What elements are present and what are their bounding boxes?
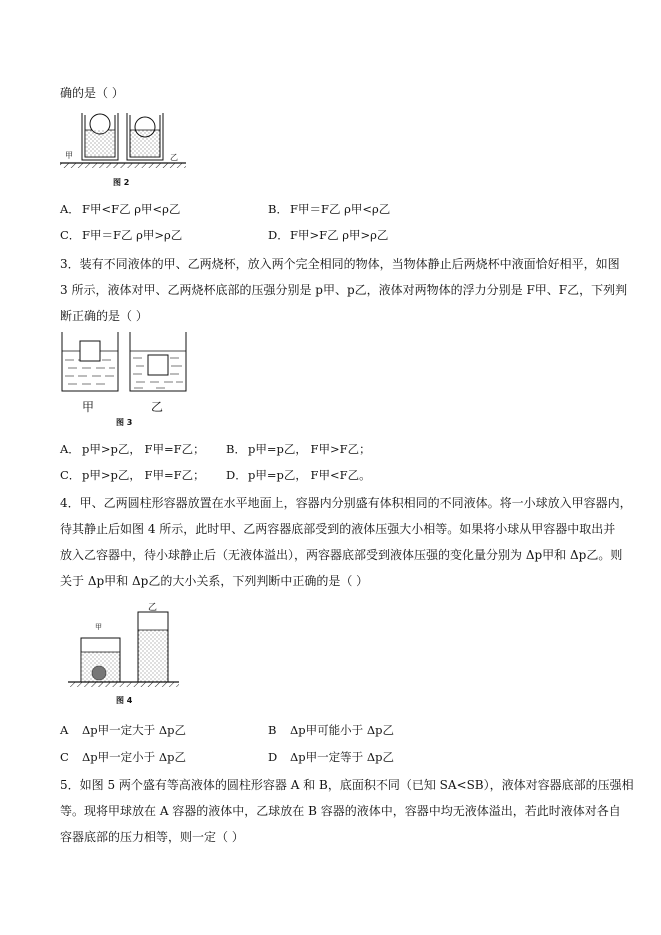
q3-option-b: B． p甲=p乙， F甲>F乙；	[226, 442, 371, 456]
fig3-label-left: 甲	[82, 400, 95, 414]
q3-line-2: 3 所示，液体对甲、乙两烧杯底部的压强分别是 p甲、p乙，液体对两物体的浮力分别是 F甲、F乙，下列判	[60, 283, 628, 297]
figure-4-caption: 图 4	[116, 696, 133, 705]
figure-2-beakers	[60, 108, 190, 176]
q5-line-2: 等。现将甲球放在 A 容器的液体中，乙球放在 B 容器的液体中，容器中均无液体溢出，若此时液体对各自	[60, 804, 621, 818]
q5-line-1: 5．如图 5 两个盛有等高液体的圆柱形容器 A 和 B，底面积不同（已知 SA<SB），液体对容器底部的压强相	[60, 778, 634, 792]
fig2-label-left: 甲	[65, 151, 73, 160]
q3-option-a: A． p甲>p乙， F甲=F乙；	[60, 442, 205, 456]
q3-option-c: C． p甲>p乙， F甲=F乙；	[60, 468, 205, 482]
q3-line-1: 3．装有不同液体的甲、乙两烧杯，放入两个完全相同的物体，当物体静止后两烧杯中液面恰好相平，如图	[60, 257, 620, 271]
figure-4-containers	[66, 606, 184, 690]
q5-line-3: 容器底部的压力相等，则一定（ ）	[60, 830, 244, 844]
q2-option-d: D．F甲>F乙 ρ甲>ρ乙	[268, 228, 389, 242]
q2-option-b: B． F甲＝F乙 ρ甲<ρ乙	[268, 202, 391, 216]
q2-option-c: C． F甲＝F乙 ρ甲>ρ乙	[60, 228, 183, 242]
q4-line-3: 放入乙容器中，待小球静止后（无液体溢出），两容器底部受到液体压强的变化量分别为 Δp甲和 Δp乙。则	[60, 548, 623, 562]
q3-option-d: D．p甲=p乙， F甲<F乙。	[226, 468, 371, 482]
figure-3-caption: 图 3	[116, 418, 133, 427]
q4-option-a: A Δp甲一定大于 Δp乙	[60, 723, 186, 737]
q4-line-1: 4．甲、乙两圆柱形容器放置在水平地面上，容器内分别盛有体积相同的不同液体。将一小球放入甲容器内，	[60, 496, 632, 510]
fig3-label-right: 乙	[151, 400, 164, 414]
q4-line-2: 待其静止后如图 4 所示，此时甲、乙两容器底部受到的液体压强大小相等。如果将小球从甲容器中取出并	[60, 522, 616, 536]
q4-option-c: C Δp甲一定小于 Δp乙	[60, 750, 186, 764]
q2-option-a: A． F甲<F乙 ρ甲<ρ乙	[60, 202, 181, 216]
q4-line-4: 关于 Δp甲和 Δp乙的大小关系，下列判断中正确的是（ ）	[60, 574, 369, 588]
figure-3-beakers	[58, 328, 198, 398]
q4-option-d: D Δp甲一定等于 Δp乙	[268, 750, 394, 764]
fig4-label-left: 甲	[95, 623, 102, 631]
fig2-label-right: 乙	[170, 153, 178, 162]
figure-2-caption: 图 2	[113, 178, 130, 187]
q2-question-tail: 确的是（ ）	[60, 86, 124, 100]
q4-option-b: B Δp甲可能小于 Δp乙	[268, 723, 394, 737]
q3-line-3: 断正确的是（ ）	[60, 309, 148, 323]
fig4-label-right: 乙	[148, 603, 158, 613]
